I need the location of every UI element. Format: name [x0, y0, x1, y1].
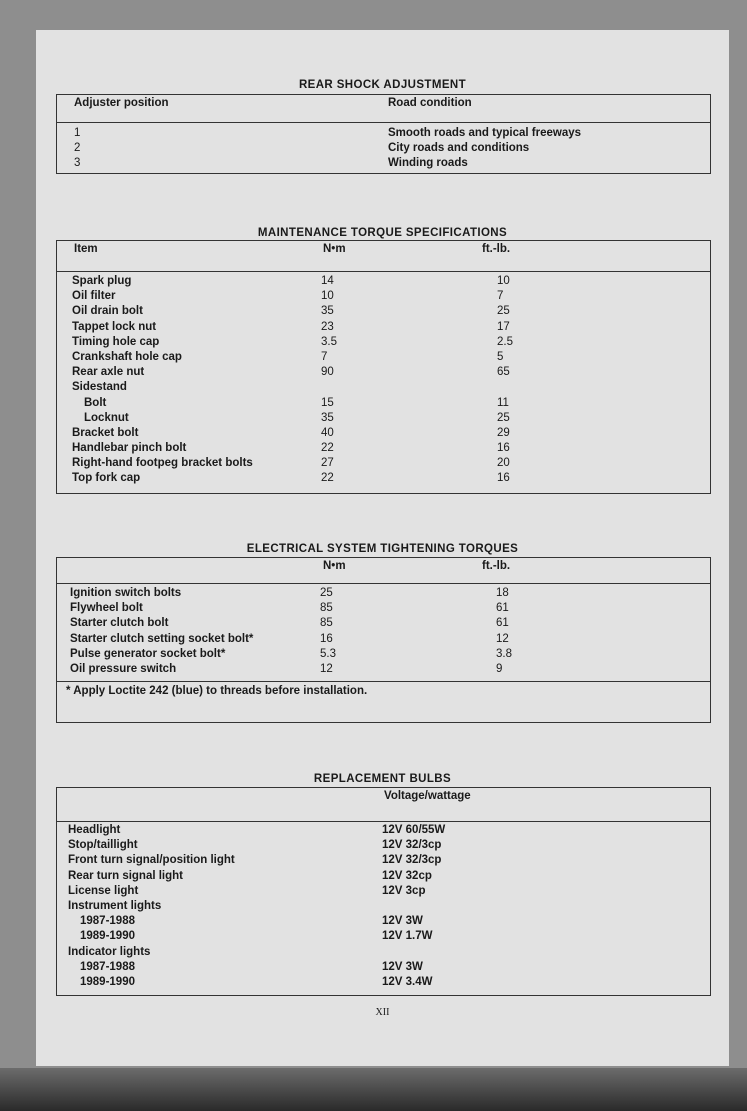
table-row: [57, 381, 710, 396]
table-row: [57, 472, 710, 487]
table-row: [57, 336, 710, 351]
table-row: [57, 663, 710, 678]
cell-ftlb: 7: [497, 290, 504, 303]
cell-condition: Winding roads: [388, 157, 468, 170]
table-row: [57, 602, 710, 617]
cell-item: Oil drain bolt: [72, 305, 143, 318]
cell-item: Instrument lights: [68, 899, 162, 912]
maintenance-title: MAINTENANCE TORQUE SPECIFICATIONS: [257, 227, 508, 239]
bulbs-rows: [57, 822, 710, 991]
cell-nm: 23: [321, 320, 334, 333]
rear-shock-header: [57, 95, 710, 123]
table-row: [57, 946, 710, 961]
maintenance-rows: [57, 272, 710, 488]
cell-voltage: 12V 32/3cp: [382, 839, 442, 852]
table-row: [57, 854, 710, 869]
cell-ftlb: 17: [497, 320, 510, 333]
cell-voltage: 12V 32/3cp: [382, 854, 442, 867]
cell-ftlb: 2.5: [497, 335, 513, 348]
cell-item: Starter clutch setting socket bolt*: [70, 632, 254, 645]
cell-voltage: 12V 32cp: [382, 869, 432, 882]
cell-item: Indicator lights: [68, 945, 151, 958]
cell-position: 2: [74, 142, 81, 155]
cell-ftlb: 16: [497, 472, 510, 485]
cell-item: Starter clutch bolt: [70, 617, 169, 630]
table-row: [57, 930, 710, 945]
cell-nm: 35: [321, 411, 334, 424]
cell-item: Sidestand: [72, 381, 127, 394]
cell-nm: 3.5: [321, 335, 337, 348]
cell-item: Top fork cap: [72, 472, 141, 485]
maintenance-table: [56, 240, 711, 494]
cell-voltage: 12V 1.7W: [382, 930, 433, 943]
cell-condition: Smooth roads and typical freeways: [388, 127, 582, 139]
cell-nm: 25: [320, 587, 333, 599]
table-row: [57, 321, 710, 336]
cell-item: 1987-1988: [80, 915, 135, 928]
cell-item: Bracket bolt: [72, 426, 139, 439]
cell-nm: 16: [320, 632, 333, 645]
cell-item: 1987-1988: [80, 960, 135, 973]
cell-item: Bolt: [84, 396, 107, 409]
header-ftlb: ft.-lb.: [482, 243, 511, 255]
rear-shock-section: [36, 78, 729, 170]
cell-item: Locknut: [84, 411, 129, 424]
rear-shock-title: REAR SHOCK ADJUSTMENT: [298, 79, 467, 91]
cell-ftlb: 12: [496, 632, 509, 645]
cell-voltage: 12V 3.4W: [382, 975, 433, 988]
maintenance-section: [36, 226, 729, 485]
table-row: [57, 142, 710, 157]
cell-item: 1989-1990: [80, 930, 135, 943]
table-row: [57, 366, 710, 381]
cell-nm: 90: [321, 366, 334, 379]
cell-item: Flywheel bolt: [70, 602, 143, 615]
cell-nm: 12: [320, 662, 333, 675]
cell-item: Stop/taillight: [68, 839, 138, 852]
cell-item: Right-hand footpeg bracket bolts: [72, 457, 253, 470]
table-row: [57, 824, 710, 839]
cell-position: 1: [74, 127, 81, 139]
table-row: [57, 412, 710, 427]
cell-voltage: 12V 60/55W: [382, 824, 446, 836]
cell-item: Rear turn signal light: [68, 869, 184, 882]
cell-voltage: 12V 3W: [382, 915, 423, 928]
rear-shock-table: [56, 94, 711, 174]
cell-item: License light: [68, 884, 139, 897]
table-row: [57, 633, 710, 648]
table-row: [57, 397, 710, 412]
cell-item: Oil filter: [72, 290, 116, 303]
header-item: Item: [74, 243, 98, 255]
table-row: [57, 617, 710, 632]
cell-item: Timing hole cap: [72, 335, 160, 348]
electrical-title: ELECTRICAL SYSTEM TIGHTENING TORQUES: [246, 543, 519, 555]
table-row: [57, 900, 710, 915]
electrical-header: [57, 558, 710, 584]
table-row: [57, 870, 710, 885]
cell-nm: 10: [321, 290, 334, 303]
rear-shock-rows: [57, 123, 710, 173]
cell-nm: 22: [321, 472, 334, 485]
cell-ftlb: 61: [496, 602, 509, 615]
cell-item: Spark plug: [72, 275, 132, 287]
table-row: [57, 290, 710, 305]
table-row: [57, 275, 710, 290]
electrical-rows: [57, 584, 710, 681]
cell-item: Pulse generator socket bolt*: [70, 647, 226, 660]
table-row: [57, 442, 710, 457]
cell-nm: 14: [321, 275, 334, 287]
table-row: [57, 648, 710, 663]
cell-ftlb: 10: [497, 275, 510, 287]
bulbs-section: [36, 772, 729, 988]
cell-nm: 27: [321, 457, 334, 470]
table-row: [57, 457, 710, 472]
cell-ftlb: 3.8: [496, 647, 512, 660]
table-row: [57, 976, 710, 991]
cell-item: Headlight: [68, 824, 121, 836]
table-row: [57, 587, 710, 602]
cell-voltage: 12V 3cp: [382, 884, 426, 897]
loctite-footnote: * Apply Loctite 242 (blue) to threads before installation.: [57, 681, 710, 715]
header-nm: N•m: [323, 243, 346, 255]
cell-ftlb: 20: [497, 457, 510, 470]
bulbs-title: REPLACEMENT BULBS: [313, 773, 452, 785]
cell-nm: 5.3: [320, 647, 336, 660]
table-row: [57, 305, 710, 320]
cell-ftlb: 18: [496, 587, 509, 599]
table-row: [57, 885, 710, 900]
cell-item: Crankshaft hole cap: [72, 350, 182, 363]
cell-nm: 40: [321, 426, 334, 439]
electrical-table: [56, 557, 711, 723]
cell-ftlb: 29: [497, 426, 510, 439]
header-nm: N•m: [323, 560, 346, 572]
table-row: [57, 961, 710, 976]
page-number: XII: [375, 1007, 390, 1018]
header-ftlb: ft.-lb.: [482, 560, 511, 572]
table-row: [57, 127, 710, 142]
cell-voltage: 12V 3W: [382, 960, 423, 973]
cell-item: Front turn signal/position light: [68, 854, 235, 867]
header-adjuster-position: Adjuster position: [74, 97, 169, 109]
table-row: [57, 351, 710, 366]
cell-condition: City roads and conditions: [388, 142, 530, 155]
cell-item: Ignition switch bolts: [70, 587, 182, 599]
table-row: [57, 427, 710, 442]
cell-ftlb: 16: [497, 442, 510, 455]
cell-ftlb: 9: [496, 662, 503, 675]
table-row: [57, 839, 710, 854]
cell-item: Rear axle nut: [72, 366, 145, 379]
header-voltage-wattage: Voltage/wattage: [384, 790, 471, 802]
cell-nm: 15: [321, 396, 334, 409]
cell-item: 1989-1990: [80, 975, 135, 988]
manual-page: [36, 30, 729, 1066]
cell-item: Oil pressure switch: [70, 662, 177, 675]
cell-ftlb: 61: [496, 617, 509, 630]
cell-nm: 7: [321, 350, 328, 363]
cell-ftlb: 11: [497, 396, 509, 409]
cell-position: 3: [74, 157, 81, 170]
cell-nm: 85: [320, 617, 333, 630]
cell-item: Handlebar pinch bolt: [72, 442, 187, 455]
electrical-section: [36, 542, 729, 697]
cell-item: Tappet lock nut: [72, 320, 157, 333]
table-row: [57, 915, 710, 930]
cell-nm: 35: [321, 305, 334, 318]
cell-ftlb: 25: [497, 411, 510, 424]
bulbs-header: [57, 788, 710, 822]
maintenance-header: [57, 241, 710, 272]
cell-nm: 22: [321, 442, 334, 455]
cell-ftlb: 25: [497, 305, 510, 318]
bulbs-table: [56, 787, 711, 996]
cell-ftlb: 65: [497, 366, 510, 379]
header-road-condition: Road condition: [388, 97, 472, 109]
cell-ftlb: 5: [497, 350, 504, 363]
cell-nm: 85: [320, 602, 333, 615]
scan-bottom-edge: [0, 1068, 747, 1111]
table-row: [57, 157, 710, 172]
